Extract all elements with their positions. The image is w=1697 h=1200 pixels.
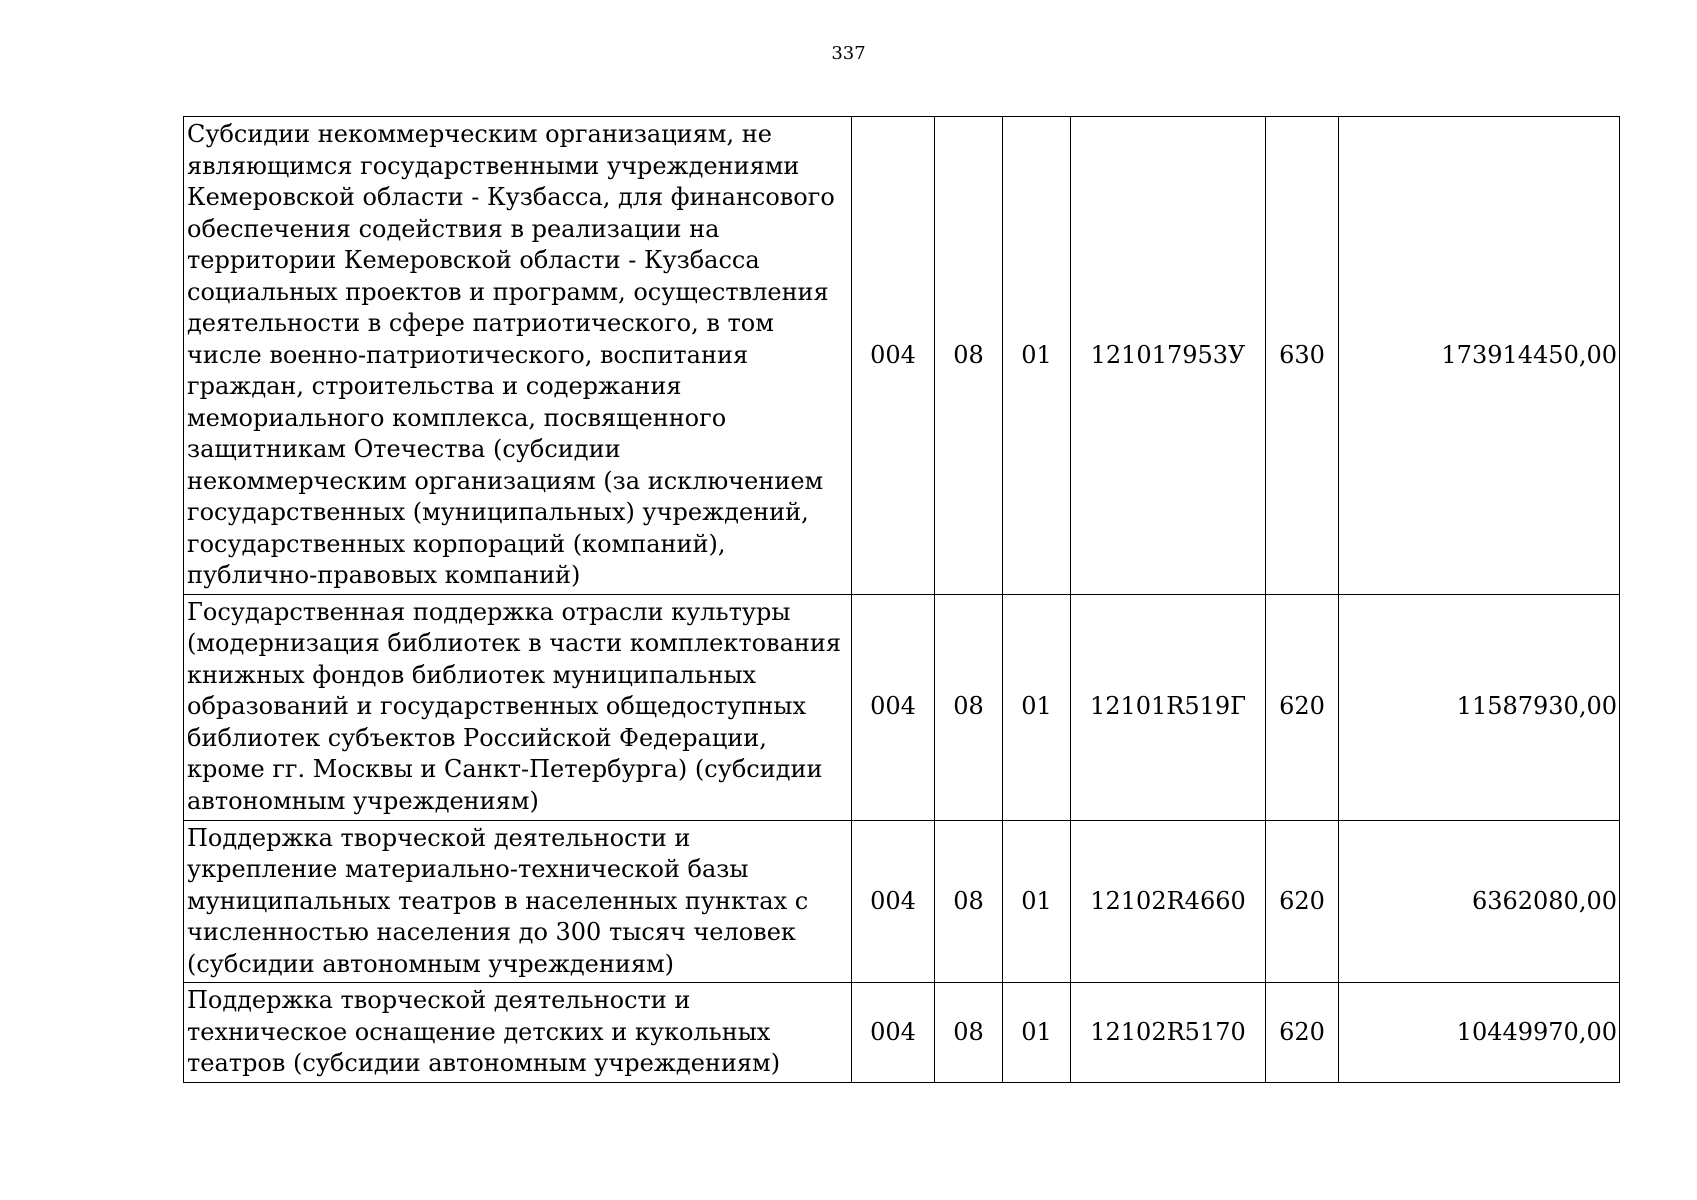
target-article-code: 12102R5170 <box>1071 983 1266 1083</box>
row-description: Государственная поддержка отрасли культуры (модернизация библиотек в части комплектования книжных фондов библиотек муниципальных образований и государственных общедоступных библиотек субъектов Российской Федерации, кроме гг. Москвы и Санкт-Петербурга) (субсидии автономным учреждениям) <box>184 594 852 820</box>
expense-type-code: 620 <box>1266 983 1339 1083</box>
budget-table <box>183 116 1620 1083</box>
ministry-code: 004 <box>852 820 935 983</box>
section-code: 08 <box>935 117 1003 595</box>
ministry-code: 004 <box>852 117 935 595</box>
ministry-code: 004 <box>852 594 935 820</box>
section-code: 08 <box>935 594 1003 820</box>
page-number: 337 <box>831 43 866 64</box>
row-description: Поддержка творческой деятельности и укрепление материально-технической базы муниципальных театров в населенных пунктах с численностью населения до 300 тысяч человек (субсидии автономным учреждениям) <box>184 820 852 983</box>
expense-type-code: 630 <box>1266 117 1339 595</box>
table-row <box>184 594 1620 820</box>
amount-value: 6362080,00 <box>1339 820 1620 983</box>
subsection-code: 01 <box>1003 594 1071 820</box>
subsection-code: 01 <box>1003 117 1071 595</box>
target-article-code: 12101R519Г <box>1071 594 1266 820</box>
amount-value: 11587930,00 <box>1339 594 1620 820</box>
ministry-code: 004 <box>852 983 935 1083</box>
table-row <box>184 983 1620 1083</box>
subsection-code: 01 <box>1003 983 1071 1083</box>
row-description: Поддержка творческой деятельности и техническое оснащение детских и кукольных театров (субсидии автономным учреждениям) <box>184 983 852 1083</box>
table-row <box>184 117 1620 595</box>
section-code: 08 <box>935 820 1003 983</box>
amount-value: 173914450,00 <box>1339 117 1620 595</box>
table-row <box>184 820 1620 983</box>
target-article-code: 12102R4660 <box>1071 820 1266 983</box>
target-article-code: 121017953У <box>1071 117 1266 595</box>
amount-value: 10449970,00 <box>1339 983 1620 1083</box>
section-code: 08 <box>935 983 1003 1083</box>
expense-type-code: 620 <box>1266 820 1339 983</box>
expense-type-code: 620 <box>1266 594 1339 820</box>
row-description: Субсидии некоммерческим организациям, не являющимся государственными учреждениями Кемеровской области - Кузбасса, для финансового обеспечения содействия в реализации на территории Кемеровской области - Кузбасса социальных проектов и программ, осуществления деятельности в сфере патриотического, в том числе военно-патриотического, воспитания граждан, строительства и содержания мемориального комплекса, посвященного защитникам Отечества (субсидии некоммерческим организациям (за исключением государственных (муниципальных) учреждений, государственных корпораций (компаний), публично-правовых компаний) <box>184 117 852 595</box>
subsection-code: 01 <box>1003 820 1071 983</box>
